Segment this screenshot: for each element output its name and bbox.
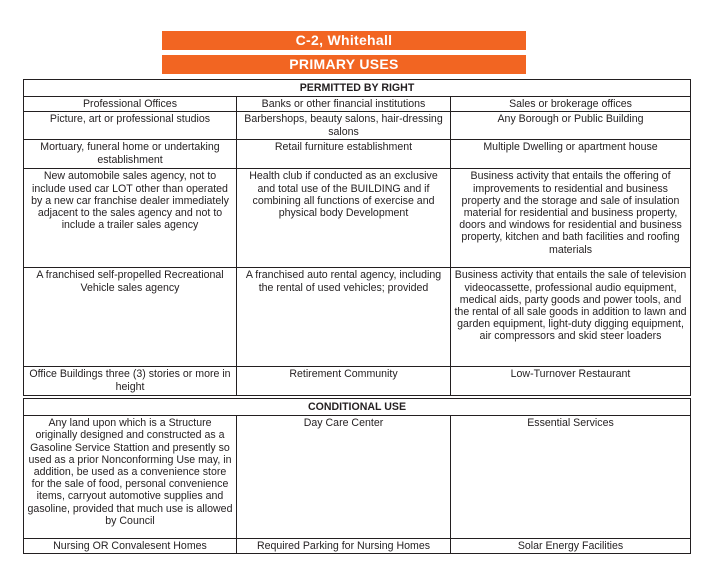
table-row: [24, 416, 691, 539]
conditional-use-table: [23, 398, 691, 554]
table-cell: A franchised self-propelled Recreational Vehicle sales agency: [24, 268, 237, 367]
table-row: [24, 97, 691, 112]
table-cell: Required Parking for Nursing Homes: [237, 539, 451, 554]
table-cell: Retirement Community: [237, 367, 451, 396]
table-cell: Low-Turnover Restaurant: [451, 367, 691, 396]
table-row: [24, 112, 691, 140]
table-row: [24, 539, 691, 554]
table-cell: Essential Services: [451, 416, 691, 539]
table-cell: Multiple Dwelling or apartment house: [451, 140, 691, 169]
table-heading: PERMITTED BY RIGHT: [24, 80, 691, 97]
table-cell: Picture, art or professional studios: [24, 112, 237, 140]
table-cell: Mortuary, funeral home or undertaking establishment: [24, 140, 237, 169]
table-row: [24, 169, 691, 268]
table-cell: Banks or other financial institutions: [237, 97, 451, 112]
table-row: [24, 140, 691, 169]
table-cell: Health club if conducted as an exclusive and total use of the BUILDING and if combining all functions of exercise and physical body Development: [237, 169, 451, 268]
table-row: [24, 268, 691, 367]
page-title: C-2, Whitehall: [162, 31, 526, 50]
table-cell: A franchised auto rental agency, including the rental of used vehicles; provided: [237, 268, 451, 367]
permitted-by-right-table: [23, 79, 691, 396]
table-cell: Barbershops, beauty salons, hair-dressing salons: [237, 112, 451, 140]
table-cell: New automobile sales agency, not to include used car LOT other than operated by a new car franchise dealer immediately adjacent to the sales agency and not to include a trailer sales agency: [24, 169, 237, 268]
table-cell: Business activity that entails the sale of television videocassette, professional audio equipment, medical aids, party goods and power tools, and the rental of all sale goods in addition to lawn and garden equipment, light-duty digging equipment, air compressors and skid steer loaders: [451, 268, 691, 367]
table-heading: CONDITIONAL USE: [24, 399, 691, 416]
table-cell: Any land upon which is a Structure originally designed and constructed as a Gasoline Service Stattion and presently so used as a prior Nonconforming Use may, in addition, be used as a convenience store for the sale of food, personal convenience items, carryout automotive supplies and gasoline, provided that much use is allowed by Council: [24, 416, 237, 539]
table-cell: Solar Energy Facilities: [451, 539, 691, 554]
table-row: [24, 367, 691, 396]
table-cell: Office Buildings three (3) stories or more in height: [24, 367, 237, 396]
table-cell: Business activity that entails the offering of improvements to residential and business property and the storage and sale of insulation material for residential and business property, doors and windows for residential and business property, kitchen and bath facilities and roofing materials: [451, 169, 691, 268]
table-cell: Day Care Center: [237, 416, 451, 539]
section-title: PRIMARY USES: [162, 55, 526, 74]
table-cell: Any Borough or Public Building: [451, 112, 691, 140]
table-cell: Sales or brokerage offices: [451, 97, 691, 112]
table-cell: Retail furniture establishment: [237, 140, 451, 169]
table-cell: Nursing OR Convalesent Homes: [24, 539, 237, 554]
table-cell: Professional Offices: [24, 97, 237, 112]
